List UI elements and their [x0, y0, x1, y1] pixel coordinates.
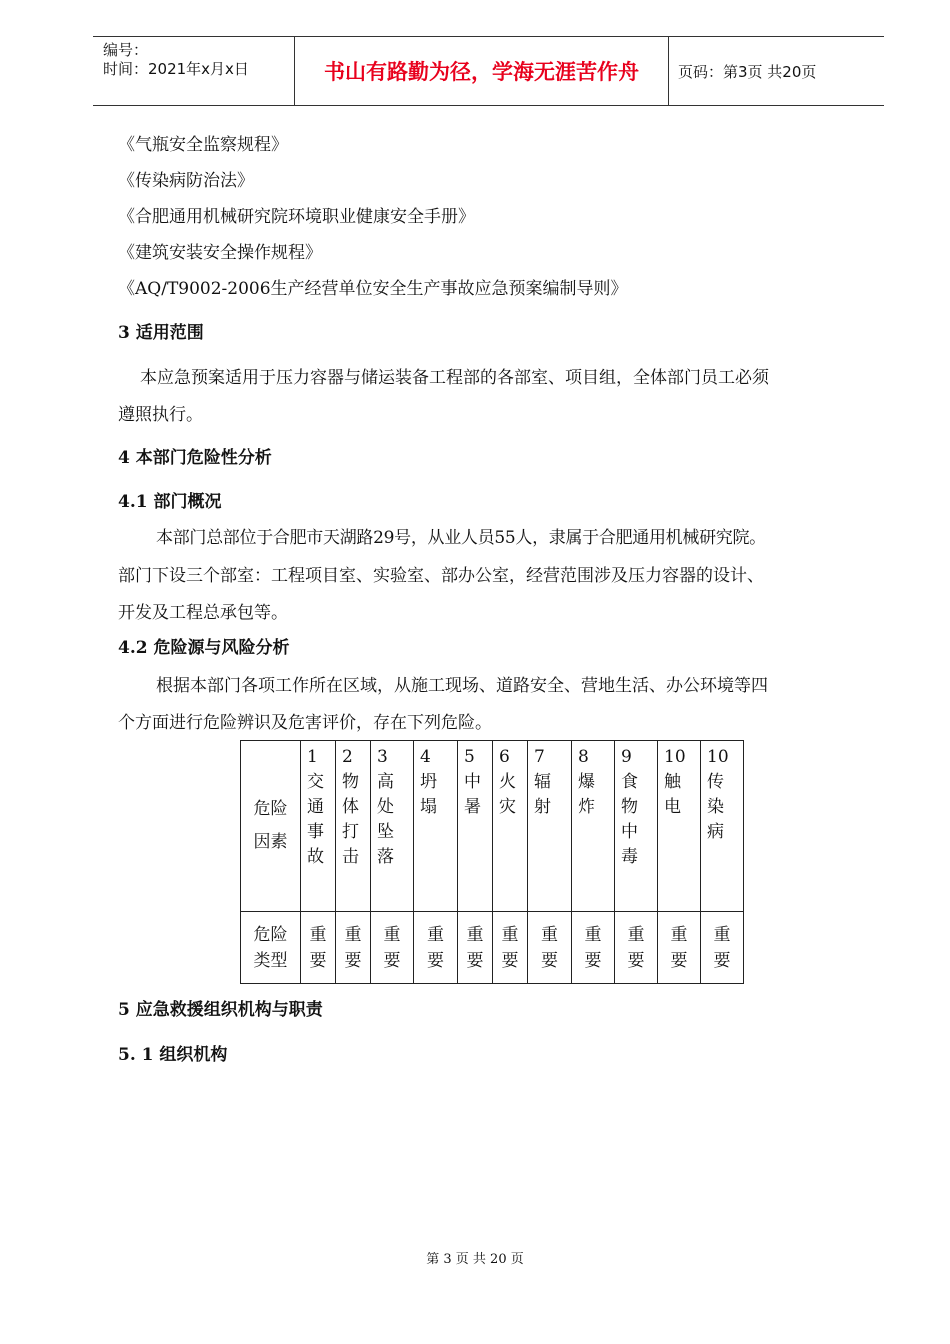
header-motto: 书山有路勤为径，学海无涯苦作舟	[295, 37, 669, 105]
section-4-title: 4 本部门危险性分析	[118, 448, 272, 468]
header-line: 类型	[253, 950, 288, 971]
type-char: 重	[627, 924, 645, 945]
type-char: 要	[344, 950, 362, 971]
factor-char: 灾	[499, 797, 516, 817]
risk-type-cell	[414, 912, 458, 984]
type-char: 要	[427, 950, 444, 971]
type-char: 重	[309, 924, 327, 945]
factor-char: 落	[377, 847, 394, 867]
factor-char: 射	[534, 797, 551, 817]
risk-factor-row	[241, 741, 744, 912]
section-4-1-text: 本部门总部位于合肥市天湖路29号，从业人员55人，隶属于合肥通用机械研究院。	[156, 528, 766, 548]
factor-char: 暑	[464, 797, 481, 817]
factor-char: 体	[342, 797, 359, 817]
factor-char: 坠	[377, 822, 394, 842]
type-char: 要	[584, 950, 602, 971]
factor-num: 8	[578, 747, 589, 767]
header-line: 因素	[253, 832, 288, 852]
factor-char: 触	[664, 772, 681, 792]
factor-char: 坍	[420, 772, 437, 792]
type-char: 要	[383, 950, 401, 971]
type-char: 重	[427, 924, 444, 945]
reference-item: 《AQ/T9002-2006生产经营单位安全生产事故应急预案编制导则》	[118, 279, 628, 299]
risk-factor-header	[241, 741, 301, 912]
risk-factor-cell	[414, 741, 458, 912]
time-label: 时间：2021年x月x日	[103, 60, 249, 78]
risk-type-cell	[336, 912, 371, 984]
section-4-2-text: 个方面进行危险辨识及危害评价，存在下列危险。	[118, 713, 492, 733]
reference-item: 《气瓶安全监察规程》	[118, 135, 288, 155]
risk-type-header	[241, 912, 301, 984]
type-char: 重	[466, 924, 484, 945]
header-line: 危险	[253, 799, 288, 819]
factor-char: 故	[307, 847, 324, 867]
page-header	[93, 36, 884, 106]
section-3-title: 3 适用范围	[118, 323, 204, 343]
header-info-cell	[93, 37, 295, 105]
type-char: 重	[383, 924, 401, 945]
section-3-text: 本应急预案适用于压力容器与储运装备工程部的各部室、项目组，全体部门员工必须	[140, 368, 769, 388]
factor-num: 1	[307, 747, 318, 767]
risk-factor-cell	[301, 741, 336, 912]
factor-char: 炸	[578, 797, 595, 817]
factor-char: 物	[342, 772, 359, 792]
type-char: 要	[541, 950, 558, 971]
risk-type-cell	[458, 912, 493, 984]
section-3-text: 遵照执行。	[118, 405, 203, 425]
factor-char: 爆	[578, 772, 595, 792]
factor-char: 电	[664, 797, 681, 817]
factor-char: 火	[499, 772, 516, 792]
risk-type-cell	[658, 912, 701, 984]
section-4-2-text: 根据本部门各项工作所在区域，从施工现场、道路安全、营地生活、办公环境等四	[156, 676, 768, 696]
factor-num: 10	[707, 747, 729, 767]
section-4-1-text: 开发及工程总承包等。	[118, 603, 288, 623]
section-5-title: 5 应急救援组织机构与职责	[118, 1000, 323, 1020]
type-char: 要	[466, 950, 484, 971]
risk-type-cell	[615, 912, 658, 984]
type-char: 重	[344, 924, 362, 945]
factor-num: 10	[664, 747, 686, 767]
factor-char: 食	[621, 772, 638, 792]
factor-num: 6	[499, 747, 510, 767]
risk-type-row	[241, 912, 744, 984]
factor-num: 2	[342, 747, 353, 767]
section-5-1-title: 5. 1 组织机构	[118, 1045, 228, 1065]
type-char: 要	[713, 950, 731, 971]
risk-type-cell	[701, 912, 744, 984]
type-char: 重	[501, 924, 519, 945]
section-4-1-title: 4.1 部门概况	[118, 492, 222, 512]
risk-type-cell	[528, 912, 572, 984]
factor-char: 中	[621, 822, 638, 842]
risk-type-cell	[371, 912, 414, 984]
section-4-1-text: 部门下设三个部室：工程项目室、实验室、部办公室，经营范围涉及压力容器的设计、	[118, 566, 764, 586]
type-char: 重	[713, 924, 731, 945]
factor-char: 毒	[621, 847, 638, 867]
factor-char: 传	[707, 772, 724, 792]
factor-num: 5	[464, 747, 475, 767]
factor-char: 病	[707, 822, 724, 842]
risk-factor-cell	[493, 741, 528, 912]
factor-char: 交	[307, 772, 324, 792]
section-4-2-title: 4.2 危险源与风险分析	[118, 638, 290, 658]
risk-factor-cell	[458, 741, 493, 912]
factor-num: 7	[534, 747, 545, 767]
risk-factor-cell	[658, 741, 701, 912]
type-char: 要	[670, 950, 688, 971]
risk-type-cell	[493, 912, 528, 984]
risk-factor-cell	[701, 741, 744, 912]
header-page-label: 页码：第3页 共20页	[678, 63, 817, 81]
type-char: 重	[584, 924, 602, 945]
factor-num: 3	[377, 747, 388, 767]
risk-type-cell	[572, 912, 615, 984]
header-line: 危险	[253, 924, 288, 945]
risk-factor-cell	[615, 741, 658, 912]
factor-char: 染	[707, 797, 724, 817]
type-char: 要	[309, 950, 327, 971]
type-char: 要	[627, 950, 645, 971]
factor-char: 处	[377, 797, 394, 817]
risk-factor-cell	[371, 741, 414, 912]
page-footer: 第 3 页 共 20 页	[426, 1252, 524, 1267]
factor-char: 中	[464, 772, 481, 792]
reference-item: 《合肥通用机械研究院环境职业健康安全手册》	[118, 207, 475, 227]
risk-factor-cell	[572, 741, 615, 912]
factor-num: 9	[621, 747, 632, 767]
risk-table	[240, 740, 744, 984]
factor-char: 高	[377, 772, 394, 792]
factor-char: 辐	[534, 772, 551, 792]
reference-item: 《传染病防治法》	[118, 171, 254, 191]
type-char: 要	[501, 950, 519, 971]
type-char: 重	[541, 924, 558, 945]
type-char: 重	[670, 924, 688, 945]
factor-char: 通	[307, 797, 324, 817]
factor-char: 物	[621, 797, 638, 817]
risk-factor-cell	[528, 741, 572, 912]
reference-item: 《建筑安装安全操作规程》	[118, 243, 322, 263]
risk-type-cell	[301, 912, 336, 984]
factor-num: 4	[420, 747, 431, 767]
number-label: 编号：	[103, 41, 149, 59]
factor-char: 事	[307, 822, 324, 842]
risk-factor-cell	[336, 741, 371, 912]
factor-char: 塌	[420, 797, 437, 817]
factor-char: 击	[342, 847, 359, 867]
factor-char: 打	[342, 822, 359, 842]
